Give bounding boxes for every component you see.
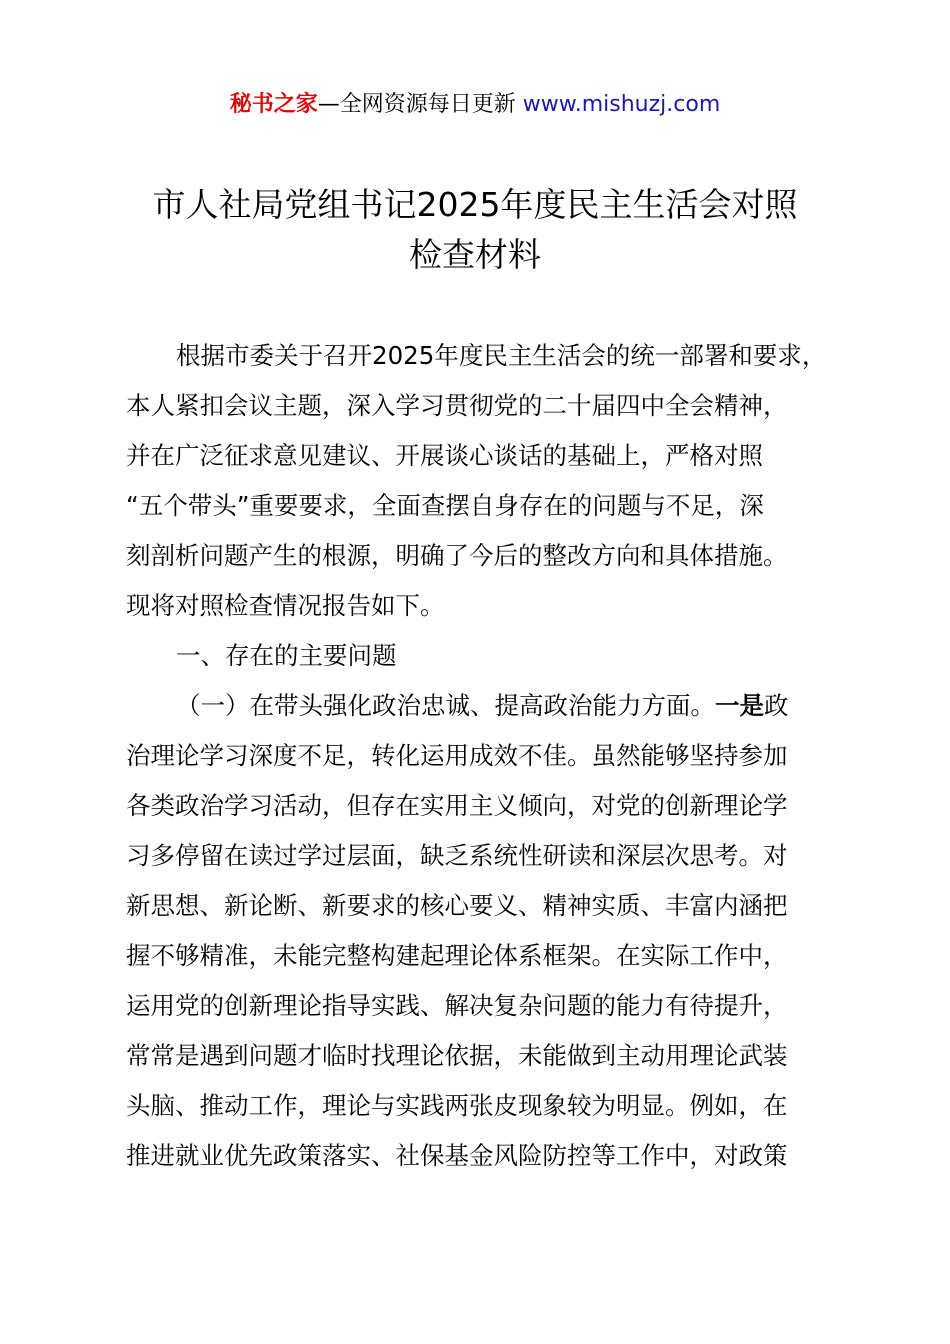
subsection-line [126,681,846,731]
document-title [0,180,950,280]
body-line: 运用党的创新理论指导实践、解决复杂问题的能力有待提升， [126,991,788,1020]
site-header [0,88,950,122]
body-line: 根据市委关于召开2025年度民主生活会的统一部署和要求， [176,341,827,370]
site-url: www.mishuzj.com [522,92,721,117]
title-line-1: 市人社局党组书记2025年度民主生活会对照 [152,185,798,224]
body-text-run: 政 [764,691,789,720]
title-line-2: 检查材料 [409,235,541,274]
body-line: 常常是遇到问题才临时找理论依据，未能做到主动用理论武装 [126,1041,788,1070]
body-line: “五个带头”重要要求，全面查摆自身存在的问题与不足，深 [126,491,764,520]
body-line: 并在广泛征求意见建议、开展谈心谈话的基础上，严格对照 [126,441,763,470]
point-marker: 一是 [715,691,764,720]
body-line: 推进就业优先政策落实、社保基金风险防控等工作中，对政策 [126,1141,788,1170]
body-line: 现将对照检查情况报告如下。 [126,591,445,620]
document-body [126,331,846,1181]
body-line: 本人紧扣会议主题，深入学习贯彻党的二十届四中全会精神， [126,391,788,420]
brand-name: 秘书之家 [229,92,318,117]
body-line: 握不够精准，未能完整构建起理论体系框架。在实际工作中， [126,941,788,970]
body-line: 新思想、新论断、新要求的核心要义、精神实质、丰富内涵把 [126,891,788,920]
body-line: 头脑、推动工作，理论与实践两张皮现象较为明显。例如，在 [126,1091,788,1120]
subsection-heading: （一）在带头强化政治忠诚、提高政治能力方面。 [176,691,715,720]
body-line: 刻剖析问题产生的根源，明确了今后的整改方向和具体措施。 [126,541,788,570]
body-line: 治理论学习深度不足，转化运用成效不佳。虽然能够坚持参加 [126,741,788,770]
header-tagline: —全网资源每日更新 [317,92,523,117]
section-heading: 一、存在的主要问题 [176,641,397,670]
body-line: 习多停留在读过学过层面，缺乏系统性研读和深层次思考。对 [126,841,788,870]
body-line: 各类政治学习活动，但存在实用主义倾向，对党的创新理论学 [126,791,788,820]
